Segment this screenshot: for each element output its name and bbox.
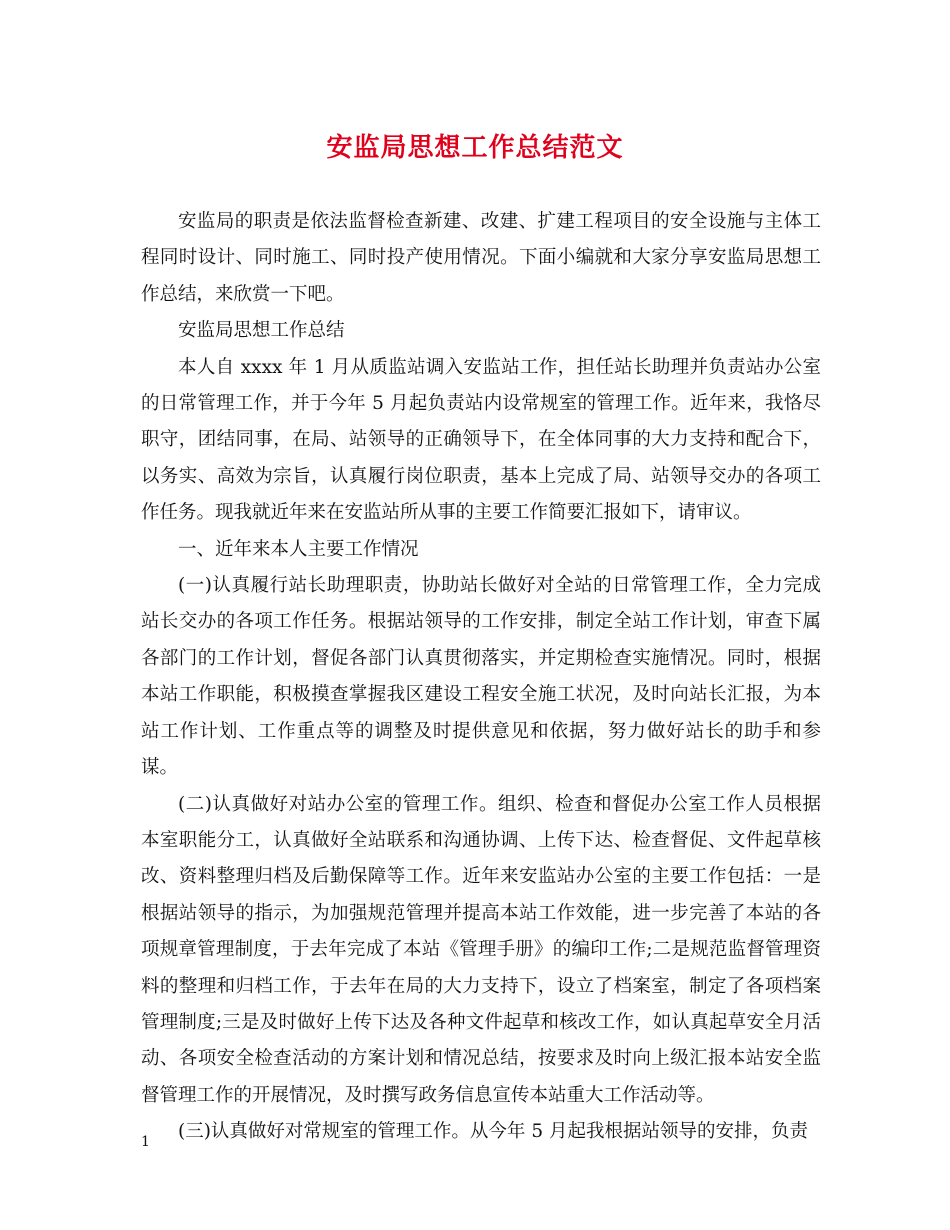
document-body	[141, 204, 821, 1151]
paragraph-intro: 安监局的职责是依法监督检查新建、改建、扩建工程项目的安全设施与主体工程同时设计、同时施工、同时投产使用情况。下面小编就和大家分享安监局思想工作总结，来欣赏一下吧。	[141, 211, 821, 305]
paragraph-item-1: (一)认真履行站长助理职责，协助站长做好对全站的日常管理工作，全力完成站长交办的各项工作任务。根据站领导的工作安排，制定全站工作计划，审查下属各部门的工作计划，督促各部门认真贯彻落实，并定期检查实施情况。同时，根据本站工作职能，积极摸查掌握我区建设工程安全施工状况，及时向站长汇报，为本站工作计划、工作重点等的调整及时提供意见和依据，努力做好站长的助手和参谋。	[141, 575, 821, 779]
paragraph-section-heading: 一、近年来本人主要工作情况	[178, 538, 419, 560]
paragraph-background: 本人自 xxxx 年 1 月从质监站调入安监站工作，担任站长助理并负责站办公室的日常管理工作，并于今年 5 月起负责站内设常规室的管理工作。近年来，我恪尽职守，团结同事，在局、站领导的正确领导下，在全体同事的大力支持和配合下，以务实、高效为宗旨，认真履行岗位职责，基本上完成了局、站领导交办的各项工作任务。现我就近年来在安监站所从事的主要工作简要汇报如下，请审议。	[141, 356, 821, 524]
paragraph-item-3: (三)认真做好对常规室的管理工作。从今年 5 月起我根据站领导的安排，负责	[178, 1121, 808, 1143]
paragraph-subtitle: 安监局思想工作总结	[178, 320, 345, 342]
page-number: 1	[141, 1134, 150, 1150]
document-title: 安监局思想工作总结范文	[326, 133, 624, 163]
paragraph-item-2: (二)认真做好对站办公室的管理工作。组织、检查和督促办公室工作人员根据本室职能分工，认真做好全站联系和沟通协调、上传下达、检查督促、文件起草核改、资料整理归档及后勤保障等工作。近年来安监站办公室的主要工作包括：一是根据站领导的指示，为加强规范管理并提高本站工作效能，进一步完善了本站的各项规章管理制度，于去年完成了本站《管理手册》的编印工作;二是规范监督管理资料的整理和归档工作，于去年在局的大力支持下，设立了档案室，制定了各项档案管理制度;三是及时做好上传下达及各种文件起草和核改工作，如认真起草安全月活动、各项安全检查活动的方案计划和情况总结，按要求及时向上级汇报本站安全监督管理工作的开展情况，及时撰写政务信息宣传本站重大工作活动等。	[141, 793, 821, 1106]
